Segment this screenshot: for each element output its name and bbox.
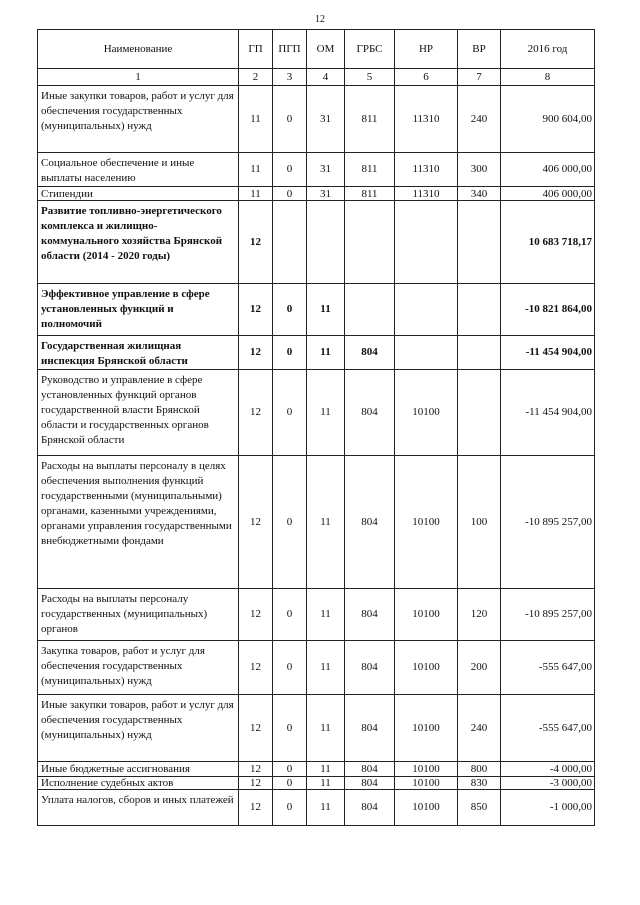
- row-amount: -11 454 904,00: [501, 336, 595, 370]
- table-row: [38, 641, 595, 695]
- row-pgp: 0: [273, 153, 307, 187]
- row-name: Стипендии: [38, 187, 239, 201]
- row-vr: 120: [458, 589, 501, 641]
- table-row: [38, 589, 595, 641]
- row-grbs: 804: [345, 790, 395, 826]
- row-om: 11: [307, 777, 345, 790]
- row-vr: 340: [458, 187, 501, 201]
- row-om: 11: [307, 589, 345, 641]
- row-om: 31: [307, 86, 345, 153]
- row-name: Руководство и управление в сфере установленных функций органов государственной власти Брянской области и государственных органов Брянской области: [38, 370, 239, 456]
- row-gp: 12: [239, 201, 273, 284]
- header-grbs: ГРБС: [345, 30, 395, 69]
- column-number: 7: [458, 69, 501, 86]
- row-name: Иные бюджетные ассигнования: [38, 762, 239, 777]
- row-nr: [395, 284, 458, 336]
- row-gp: 11: [239, 153, 273, 187]
- table-row: [38, 777, 595, 790]
- row-grbs: 811: [345, 187, 395, 201]
- row-gp: 12: [239, 589, 273, 641]
- table-row: [38, 284, 595, 336]
- row-name: Развитие топливно-энергетического комплекса и жилищно-коммунального хозяйства Брянской области (2014 - 2020 годы): [38, 201, 239, 284]
- row-nr: 11310: [395, 153, 458, 187]
- row-nr: 10100: [395, 695, 458, 762]
- table-row: [38, 153, 595, 187]
- row-vr: 240: [458, 695, 501, 762]
- row-amount: 406 000,00: [501, 153, 595, 187]
- row-om: 11: [307, 641, 345, 695]
- row-gp: 12: [239, 336, 273, 370]
- budget-table: [37, 29, 595, 826]
- row-pgp: 0: [273, 641, 307, 695]
- row-name: Иные закупки товаров, работ и услуг для обеспечения государственных (муниципальных) нужд: [38, 86, 239, 153]
- column-number: 5: [345, 69, 395, 86]
- table-row: [38, 762, 595, 777]
- column-number: 4: [307, 69, 345, 86]
- row-nr: 11310: [395, 187, 458, 201]
- row-vr: 100: [458, 456, 501, 589]
- row-vr: 800: [458, 762, 501, 777]
- row-amount: 406 000,00: [501, 187, 595, 201]
- row-gp: 12: [239, 641, 273, 695]
- row-nr: [395, 336, 458, 370]
- row-vr: 240: [458, 86, 501, 153]
- row-om: 11: [307, 336, 345, 370]
- row-nr: 10100: [395, 777, 458, 790]
- row-vr: 850: [458, 790, 501, 826]
- row-vr: [458, 336, 501, 370]
- row-amount: -1 000,00: [501, 790, 595, 826]
- row-grbs: [345, 201, 395, 284]
- row-amount: -555 647,00: [501, 695, 595, 762]
- row-om: 11: [307, 370, 345, 456]
- row-gp: 12: [239, 762, 273, 777]
- row-amount: -11 454 904,00: [501, 370, 595, 456]
- header-om: ОМ: [307, 30, 345, 69]
- row-pgp: 0: [273, 284, 307, 336]
- row-pgp: 0: [273, 86, 307, 153]
- row-name: Расходы на выплаты персоналу в целях обеспечения выполнения функций государственными (муниципальными) органами, казенными учреждениями, органами управления государственными внебюджетными фондами: [38, 456, 239, 589]
- row-om: 11: [307, 456, 345, 589]
- column-number: 3: [273, 69, 307, 86]
- row-om: 11: [307, 790, 345, 826]
- row-grbs: 811: [345, 86, 395, 153]
- row-gp: 12: [239, 777, 273, 790]
- header-pgp: ПГП: [273, 30, 307, 69]
- row-grbs: [345, 284, 395, 336]
- table-row: [38, 695, 595, 762]
- row-name: Эффективное управление в сфере установленных функций и полномочий: [38, 284, 239, 336]
- row-pgp: 0: [273, 695, 307, 762]
- row-grbs: 804: [345, 641, 395, 695]
- row-nr: 11310: [395, 86, 458, 153]
- row-om: 31: [307, 153, 345, 187]
- row-vr: [458, 370, 501, 456]
- row-amount: -10 895 257,00: [501, 456, 595, 589]
- page-number: 12: [315, 14, 325, 25]
- table-row: [38, 370, 595, 456]
- row-vr: [458, 284, 501, 336]
- row-nr: [395, 201, 458, 284]
- row-gp: 11: [239, 86, 273, 153]
- header-name: Наименование: [38, 30, 239, 69]
- table-row: [38, 790, 595, 826]
- table-row: [38, 456, 595, 589]
- row-amount: 10 683 718,17: [501, 201, 595, 284]
- column-number: 1: [38, 69, 239, 86]
- row-name: Государственная жилищная инспекция Брянской области: [38, 336, 239, 370]
- header-vr: ВР: [458, 30, 501, 69]
- table-row: [38, 86, 595, 153]
- row-name: Исполнение судебных актов: [38, 777, 239, 790]
- row-om: 11: [307, 284, 345, 336]
- column-number: 8: [501, 69, 595, 86]
- row-name: Расходы на выплаты персоналу государственных (муниципальных) органов: [38, 589, 239, 641]
- row-amount: -10 895 257,00: [501, 589, 595, 641]
- row-name: Закупка товаров, работ и услуг для обеспечения государственных (муниципальных) нужд: [38, 641, 239, 695]
- row-nr: 10100: [395, 641, 458, 695]
- row-grbs: 804: [345, 370, 395, 456]
- row-pgp: 0: [273, 762, 307, 777]
- row-om: [307, 201, 345, 284]
- row-pgp: 0: [273, 790, 307, 826]
- row-gp: 12: [239, 284, 273, 336]
- table-row: [38, 336, 595, 370]
- row-grbs: 804: [345, 695, 395, 762]
- row-om: 11: [307, 762, 345, 777]
- row-name: Социальное обеспечение и иные выплаты населению: [38, 153, 239, 187]
- row-nr: 10100: [395, 762, 458, 777]
- header-row: [38, 30, 595, 69]
- row-amount: -10 821 864,00: [501, 284, 595, 336]
- row-grbs: 804: [345, 589, 395, 641]
- row-om: 11: [307, 695, 345, 762]
- table-row: [38, 201, 595, 284]
- row-amount: -4 000,00: [501, 762, 595, 777]
- table-row: [38, 187, 595, 201]
- row-pgp: 0: [273, 370, 307, 456]
- row-gp: 12: [239, 790, 273, 826]
- row-gp: 12: [239, 370, 273, 456]
- row-vr: [458, 201, 501, 284]
- header-amount: 2016 год: [501, 30, 595, 69]
- column-number: 6: [395, 69, 458, 86]
- row-amount: -555 647,00: [501, 641, 595, 695]
- row-pgp: [273, 201, 307, 284]
- row-name: Иные закупки товаров, работ и услуг для обеспечения государственных (муниципальных) нужд: [38, 695, 239, 762]
- row-amount: 900 604,00: [501, 86, 595, 153]
- row-gp: 12: [239, 695, 273, 762]
- row-gp: 11: [239, 187, 273, 201]
- row-pgp: 0: [273, 456, 307, 589]
- row-grbs: 804: [345, 777, 395, 790]
- row-vr: 200: [458, 641, 501, 695]
- row-grbs: 804: [345, 336, 395, 370]
- row-gp: 12: [239, 456, 273, 589]
- row-nr: 10100: [395, 370, 458, 456]
- row-nr: 10100: [395, 790, 458, 826]
- row-om: 31: [307, 187, 345, 201]
- column-number: 2: [239, 69, 273, 86]
- row-nr: 10100: [395, 589, 458, 641]
- row-pgp: 0: [273, 336, 307, 370]
- row-grbs: 804: [345, 762, 395, 777]
- header-gp: ГП: [239, 30, 273, 69]
- row-amount: -3 000,00: [501, 777, 595, 790]
- row-vr: 830: [458, 777, 501, 790]
- row-name: Уплата налогов, сборов и иных платежей: [38, 790, 239, 826]
- row-nr: 10100: [395, 456, 458, 589]
- header-nr: НР: [395, 30, 458, 69]
- column-number-row: [38, 69, 595, 86]
- row-pgp: 0: [273, 187, 307, 201]
- row-grbs: 804: [345, 456, 395, 589]
- row-grbs: 811: [345, 153, 395, 187]
- row-vr: 300: [458, 153, 501, 187]
- row-pgp: 0: [273, 589, 307, 641]
- row-pgp: 0: [273, 777, 307, 790]
